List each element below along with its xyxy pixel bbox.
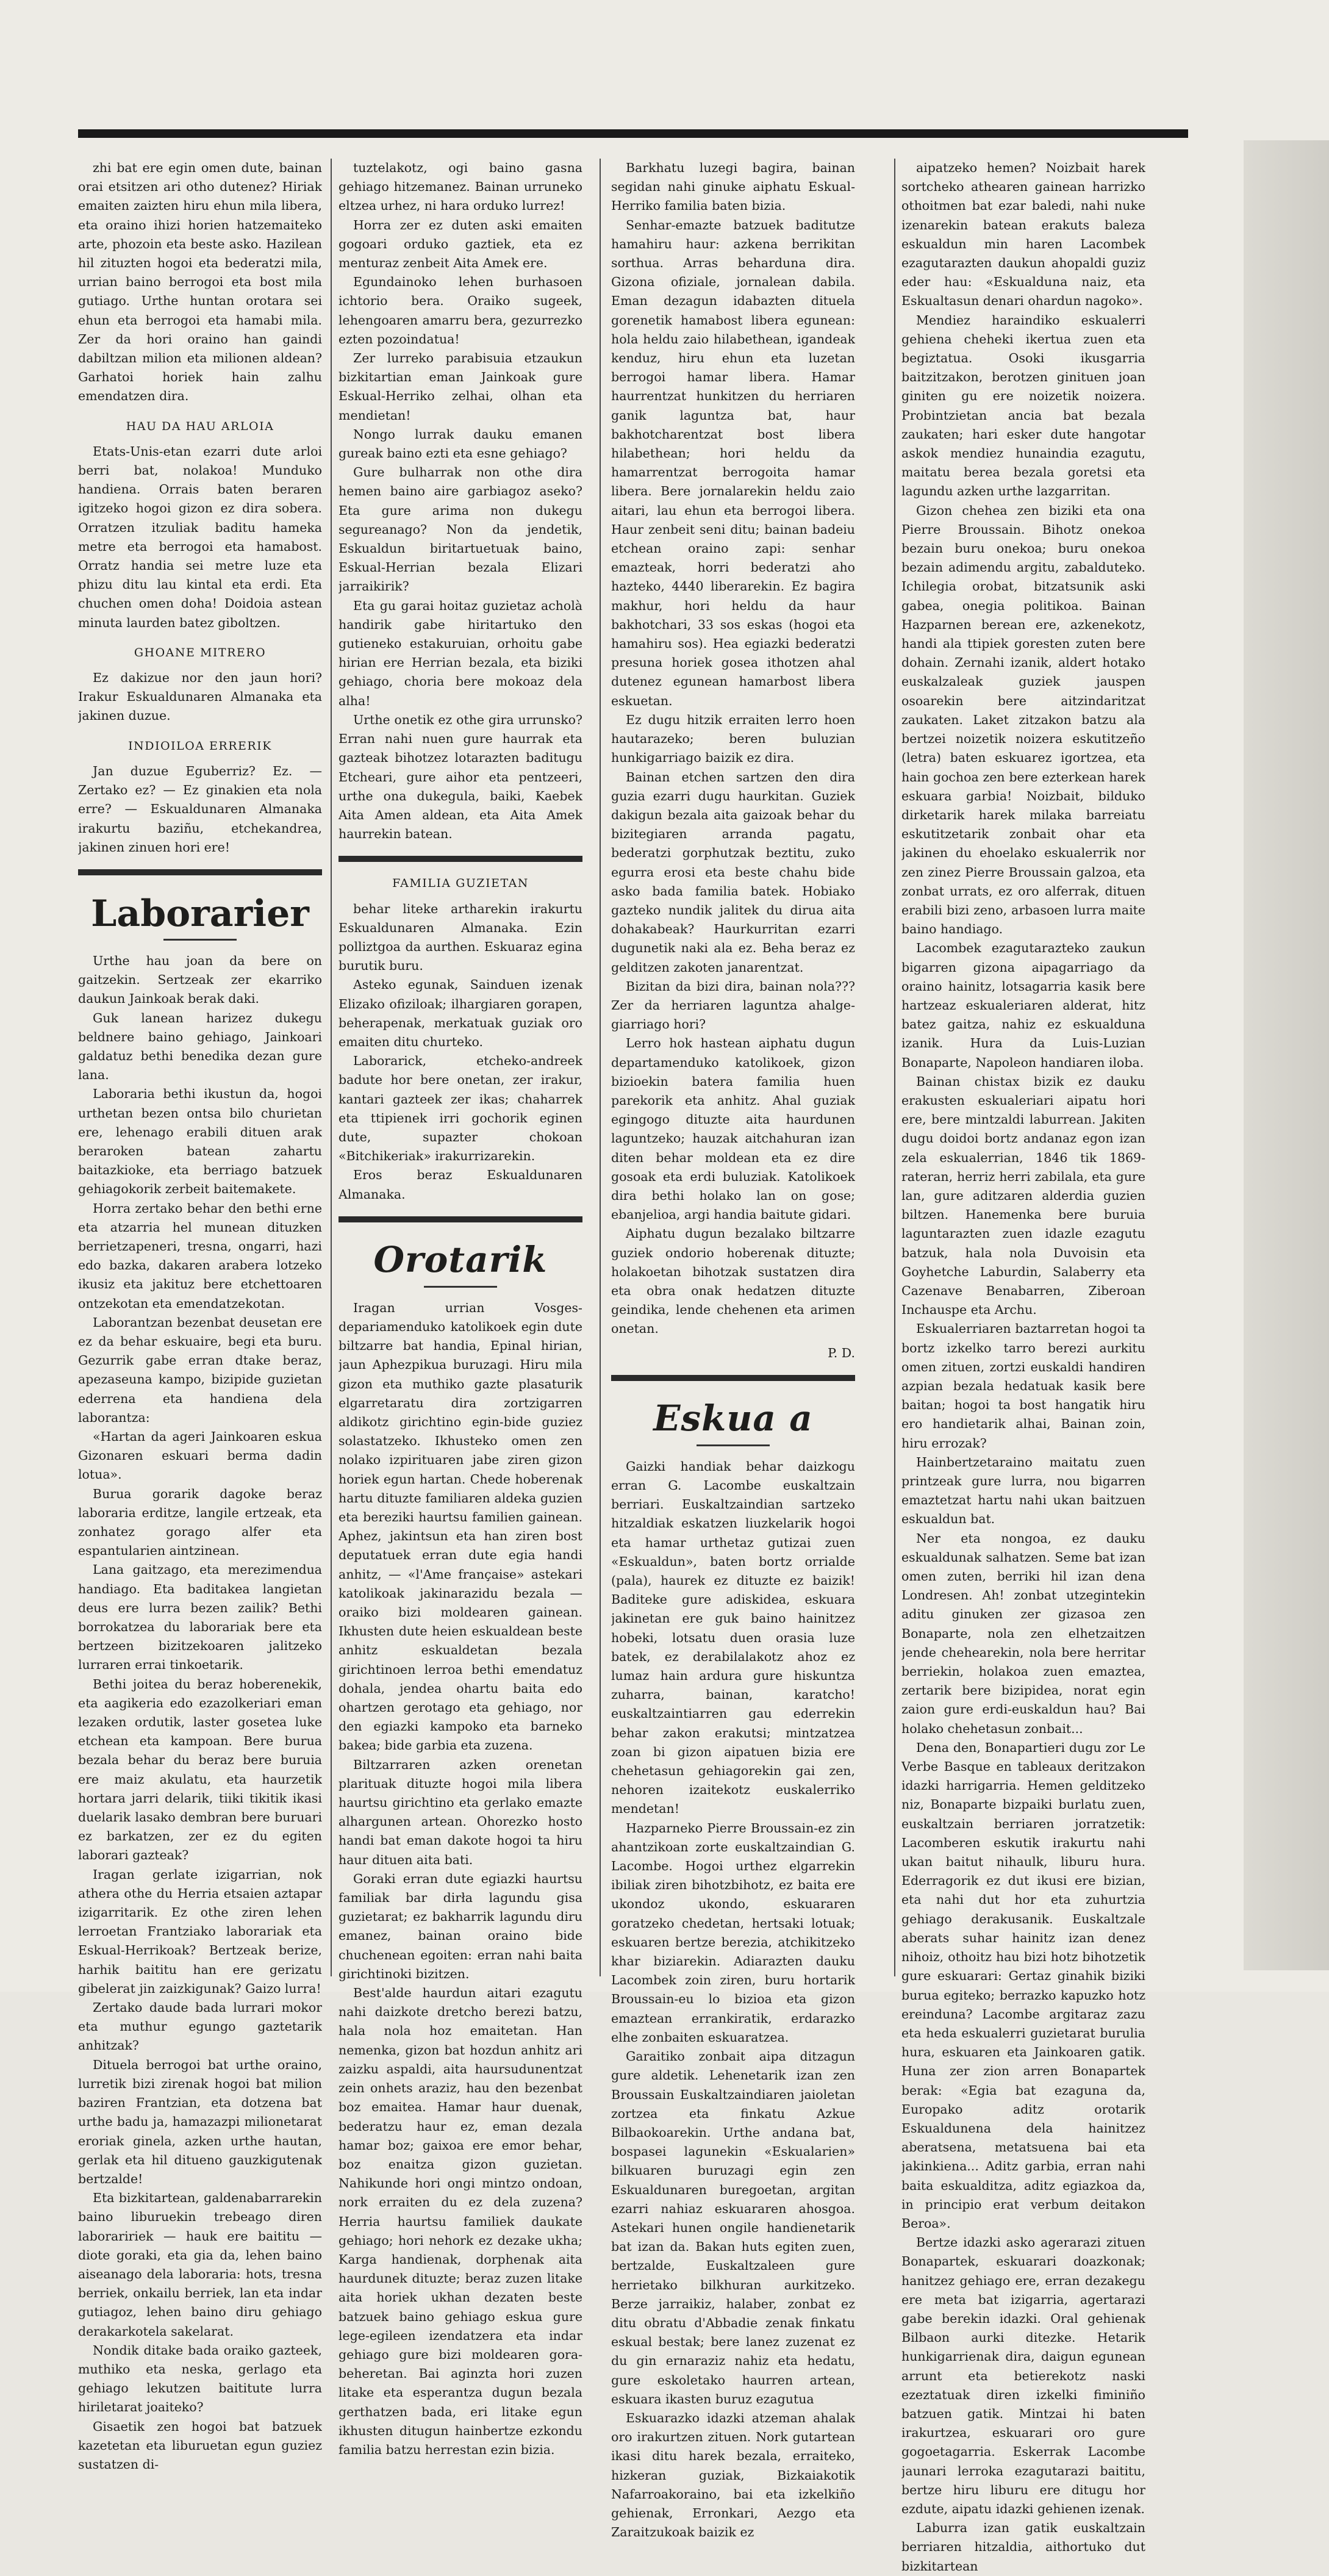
column-2 xyxy=(339,159,582,2459)
paragraph: Bethi joitea du beraz hoberenekik, eta aagikeria edo ezazolkeriari eman lezaken ordutik, laster gosetea luke etchean eta kampoan. Bere burua bezala behar du beraz bere buruia ere maiz akulatu, eta haurzetik hortara jarri delarik, tiiki tikitik ikasi duelarik lasako dembran bere buruari ez barkatzen, zer ez du egiten laborari gazteak? xyxy=(78,1676,322,1863)
column-4 xyxy=(901,159,1145,2576)
paragraph: Hainbertzetaraino maitatu zuen printzeak gure lurra, nou bigarren emaztetzat hartu nahi ukan baitzuen eskualdun bat. xyxy=(901,1454,1145,1527)
paragraph: tuztelakotz, ogi baino gasna gehiago hitzemanez. Bainan urruneko eltzea urhez, ni hara orduko lurrez! xyxy=(339,160,582,213)
article-title: Laborarier xyxy=(91,892,309,935)
paragraph: Garaitiko zonbait aipa ditzagun gure aldetik. Lehenetarik izan zen Broussain Euskaltzaindiaren jaioletan zortzea eta finkatu Azkue Bilbaokoarekin. Urthe andana bat, bospasei lagunekin «Eskualarien» bilkuaren buruzagi egin zen Eskualdunaren buregoetan, argitan ezarri nahiaz eskuararen ahosgoa. Astekari hunen ongile handienetarik bat izan da. Bakan huts egiten zuen, bertzalde, Euskaltzaleen gure herrietako bilkhuran aurkitzeko. Berze jarraikiz, halaber, zonbat ez ditu obratu d'Abbadie zenak finkatu eskual bestak; bere lanez zuzenat ez du gin ernaraziz nahiz eta hedatu, gure eskoletako haurren artean, eskuara ikasten buruz ezagutua xyxy=(611,2049,855,2406)
paragraph: Ner eta nongoa, ez dauku eskualdunak salhatzen. Seme bat izan omen zuten, berriki hil izan dena Londresen. Ah! zonbat utzegintekin aditu ginuken zer gizasoa zen Bonaparte, nola zen elhetzaitzen jende chehearekin, nola bere herritar berriekin, holakoa zuen emaztea, zertarik bere bizipidea, norat egin zaion gure erdi-euskaldun hau? Bai holako chehetasun zonbait... xyxy=(901,1530,1145,1736)
column-rule xyxy=(600,159,601,1976)
paragraph: Eros beraz Eskualdunaren Almanaka. xyxy=(339,1168,582,1202)
paragraph: Bainan chistax bizik ez dauku erakusten eskualeriari aipatu hori ere, bere mintzaldi laburrean. Jakiten dugu doidoi bortz andanaz egon izan zela eskualerrian, 1846 tik 1869-rateran, herriz herri zabilala, eta gure lan, gure aditzaren alderdia guzien biltzen. Hanemenka bere buruia laguntarazten zuen idazle ezagutu batzuk, hala nola Duvoisin eta Goyhetche Laburdin, Salaberry eta Cazenave Benabarren, Ziberoan Inchauspe eta Archu. xyxy=(901,1074,1145,1318)
paragraph: Mendiez haraindiko eskualerri gehiena cheheki ikertua zuen eta begiztatua. Osoki ikusgarria baitzitzakon, berotzen ginituen joan giniten gu ere noizetik noizera. Probintzietan ancia bat bezala zaukaten; hari esker dute hangotar askok mendiez hunaindia ezagutu, maitatu berea bezala goretsi eta lagundu azken urthe lazgarritan. xyxy=(901,312,1145,499)
signature: P. D. xyxy=(828,1345,855,1360)
paragraph: «Hartan da ageri Jainkoaren eskua Gizonaren eskuari berma dadin lotua». xyxy=(78,1429,322,1482)
paragraph: Bertze idazki asko agerarazi zituen Bonapartek, eskuarari doazkonak; hanitzez gehiago ere, erran dezakegu ere meta bat izigarria, agertarazi gabe berekin idazki. Oral gehienak Bilbaon aurki ditezke. Hetarik hunkigarrienak dira, daigun egunean arrunt eta betierekotz naski ezeztatuak diren izkelki fiminiño batzuen gatik. Mintzai hi baten irakurtzea, eskuarari oro gure gogoetagarria. Eskerrak Lacombe jaunari lerroka ezagutarazi baititu, bertze hiru liburu ere ditugu hor ezdute, aipatu idazki gehienen izenak. xyxy=(901,2235,1145,2516)
paragraph: Dituela berrogoi bat urthe oraino, lurretik bizi zirenak hogoi bat milion baziren Frantzian, eta dotzena bat urthe badu ja, hamazazpi milionetarat eroriak ginela, azken urthe hautan, gerlak eta hil ditueno gauzkigutenak bertzalde! xyxy=(78,2057,322,2186)
top-rule xyxy=(78,129,1188,138)
paragraph: behar liteke artharekin irakurtu Eskualdunaren Almanaka. Ezin polliztgoa da aurthen. Eskuaraz egina burutik buru. xyxy=(339,901,582,974)
column-3 xyxy=(611,159,855,2542)
paragraph: Iragan urrian Vosges-depariamenduko katolikoek egin dute biltzarre bat handia, Epinal hirian, jaun Aphezpikua buruzagi. Hiru mila gizon eta muthiko gazte plasaturik elgarretaratu dira zortzigarren aldikotz girichtino egin-bide guziez solastatzeko. Ikhusteko omen zen nolako izpirituaren jabe ziren gizon horiek egun hartan. Chede hoberenak hartu dituzte familiaren aldeka guzien eta bereziki haurtsu familien gainean. Aphez, jakintsun eta han ziren bost deputatuek erran dute egia handi anhitz, — «l'Ame française» astekari katolikoak jakinarazidu bezala — oraiko bizi moldearen gainean. Ikhusten dute heien eskualdean beste anhitz eskualdetan bezala girichtinoen lerroa bethi emendatuz dohala, jendea ohartu baita edo ohartzen gerotago eta gehiago, nor den egiazki kampoko eta barneko bakea; bide garbia eta zuzena. xyxy=(339,1300,582,1753)
paragraph: Goraki erran dute egiazki haurtsu familiak bar dirła lagundu gisa guzietarat; ez bakharrik lagundu diru emanez, bainan oraino bide chuchenean egoiten: erran nahi baita girichtinoki bizitzen. xyxy=(339,1871,582,1981)
paragraph: Nondik ditake bada oraiko gazteek, muthiko eta neska, gerlago eta gehiago lekutzen baititute lurra hiriletarat joaiteko? xyxy=(78,2342,322,2415)
paragraph: Barkhatu luzegi bagira, bainan segidan nahi ginuke aiphatu Eskual-Herriko familia baten bizia. xyxy=(611,160,855,213)
paragraph: Bainan etchen sartzen den dira guzia ezarri dugu haurkitan. Guziek dakigun bezala aita gaizoak behar du bizitegiaren arranda pagatu, bederatzi gorphutzak beztitu, zuko egurra erosi eta beste chahu bide asko bada familia batek. Hobiako gazteko nundik jalitek du dirua aita dohakabeak? Haurkurritan ezarri dugunetik naki ala ez. Beha beraz ez gelditzen zakoten janarentzat. xyxy=(611,769,855,975)
paragraph: Laborarick, etcheko-andreek badute hor bere onetan, zer irakur, kantari gazteek zer ikas; chaharrek eta ttipienek irri gochorik eginen dute, supazter chokoan «Bitchikeriak» irakurrizarekin. xyxy=(339,1053,582,1164)
paragraph: Eta bizkitartean, galdenabarrarekin baino liburuekin trebeago diren laboraririek — hauk ere baititu — diote goraki, eta gia da, lehen baino aiseanago dela laboraria: hots, tresna berriek, onkailu berriek, lan eta indar gutiagoz, lehen baino diru gehiago derakarkotela sakelarat. xyxy=(78,2190,322,2339)
paragraph: Horra zertako behar den bethi erne eta atzarria hel munean dituzken berrietzapeneri, tresna, ongarri, hazi edo bazka, dakaren arabera lotzeko ikusiz eta jakituz bere etchettoaren ontzekotan eta emendatzekotan. xyxy=(78,1200,322,1311)
section-heading: FAMILIA GUZIETAN xyxy=(392,877,529,891)
paragraph: Gizon chehea zen biziki eta ona Pierre Broussain. Bihotz onekoa bezain buru onekoa; buru onekoa bezain adimendu argitu, zabalduteko. Ichilegia orobat, bitzatsunik aski gabea, onegia politikoa. Bainan Hazparnen berean ere, azkenekotz, handi ala ttipiek goresten zuten bere dohain. Zernahi izanik, aldert hotako euskalzaleak guziek jauspen osoarekin bere aitzindaritzat zaukaten. Laket zitzakon batzu ala bertzei noizetik noizera eskutitzeño (letra) baten eskuarez igortzea, eta hain gochoa zen bere ezterkean harek eskuara garbia! Noizbait, bilduko dirketarik harek milaka barreiatu eskutitzetarik zonbait ohar eta jakinen du ehoelako eskualerrik nor zen zinez Pierre Broussain galzoa, eta zonbat urrats, ez oro alferrak, dituen erabili bizi zeno, arbasoen lurra maite baino handiago. xyxy=(901,503,1145,937)
paragraph: Gure bulharrak non othe dira hemen baino aire garbiagoz aseko? Eta gure arima non dukegu segureanago? Non da jendetik, Eskualdun biritartuetuak baino, Eskual-Herrian bezala Elizari jarraikirik? xyxy=(339,465,582,594)
paragraph: Eta gu garai hoitaz guzietaz acholà handirik gabe hiritartuko den gutieneko estakuruian, orhoitu gabe hirian ere Herrian bezala, eta biziki gehiago, choria bere mokoaz dela alha! xyxy=(339,598,582,708)
section-divider xyxy=(339,1216,582,1222)
paragraph: Laburra izan gatik euskaltzain berriaren hitzaldia, aithortuko dut bizkitartean xyxy=(901,2520,1145,2574)
paragraph: Bizitan da bizi dira, bainan nola??? Zer da herriaren laguntza ahalge-giarriago hori? xyxy=(611,978,855,1032)
paragraph: Aiphatu dugun bezalako biltzarre guziek ondorio hoberenak dituzte; holakoetan bihotzak sustatzen dira eta obra onak hedatzen dituzte geindika, lende chehenen eta arimen onetan. xyxy=(611,1226,855,1336)
paragraph: Etats-Unis-etan ezarri dute arloi berri bat, nolakoa! Munduko handiena. Orrais baten beraren igitzeko hogoi gizon ez dira sobera. Orratzen itzuliak baditu hameka metre eta berrogoi eta hamabost. Orratz handia sei metre luze eta phizu ditu lau kintal eta erdi. Eta chuchen omen doha! Doidoia astean minuta laurden batez giboltzen. xyxy=(78,443,322,630)
paragraph: aipatzeko hemen? Noizbait harek sortcheko athearen gainean harrizko othoitmen bat ezar baledi, nahi nuke izenarekin batean erakuts baleza eskualdun min haren Lacombek ezagutarazten daukun ahopaldi guziz eder hau: «Eskualduna naiz, eta Eskualtasun denari ohardun nagoko». xyxy=(901,160,1145,309)
paragraph: Lacombek ezagutarazteko zaukun bigarren gizona aipagarriago da oraino hainitz, lotsagarria kasik bere hartzeaz eskualeriaren alderat, hitz batez gaitza, nahiz ez eskualduna izanik. Hura da Luis-Luzian Bonaparte, Napoleon handiaren iloba. xyxy=(901,941,1145,1070)
paragraph: Eskualerriaren baztarretan hogoi ta bortz izkelko tarro berezi aurkitu omen zituen, zortzi euskaldi handiren azpian bezala hedatuak kasik bere baitan; hogoi ta bost hangatik hiru ero handietarik alhai, Bainan zoin, hiru errozak? xyxy=(901,1321,1145,1451)
column-1 xyxy=(78,159,322,2474)
paragraph: Lerro hok hastean aiphatu dugun departamenduko katolikoek, gizon bizioekin batera familia huen parekorik eta anhitz. Ahal guziak egingogo dituzte aita haurdunen laguntzeko; hauzak aitchahuran izan diten behar moldean eta ez dire gosoak eta erdi buluziak. Katolikoek dira bethi holako lan on gose; ebanjelioa, argi handia baitute gidari. xyxy=(611,1036,855,1222)
paragraph: Gaizki handiak behar daizkogu erran G. Lacombe euskaltzain berriari. Euskaltzaindian sartzeko hitzaldiak eskatzen liuzkelarik hogoi eta hamar urthetaz gutizai zuen «Eskualdun», baten bortz orrialde (pala), haurek ez dituzte ez baizik! Baditeke gure adiskidea, eskuara jakinetan ere guk baino hainitzez hobeki, lotsatu duen orasia luze batek, ez derabilalakotz ahoz ez lumaz hain ardura gure hiskuntza zuharra, bainan, karatcho! euskaltzaintiarren gau ederrekin behar zakon erakutsi; mintzatzea zoan bi gizon aipatuen bizia ere chehetasun gehiagorekin gai zen, nehoren izaitekotz euskalerriko mendetan! xyxy=(611,1458,855,1817)
column-rule xyxy=(894,159,895,1976)
paragraph: Hazparneko Pierre Broussain-ez zin ahantzikoan zorte euskaltzaindian G. Lacombe. Hogoi urthez elgarrekin ibiliak ziren bihotzbihotz, ez baita ere ukondoz ukondo, eskuararen goratzeko chedetan, hertsaki lotuak; eskuaren bertze berezia, atchikitzeko khar biziarekin. Adiarazten dauku Lacombek zoin ziren, buru hortarik Broussain-eu lo bizioa eta gizon emaztean errankiratik, erdarazko elhe zonbaiten eskuaratzea. xyxy=(611,1820,855,2045)
paragraph: Ez dugu hitzik erraiten lerro hoen hautarazeko; beren buluzian hunkigarriago baizik ez dira. xyxy=(611,712,855,766)
paragraph: Jan duzue Eguberriz? Ez. — Zertako ez? — Ez ginakien eta nola erre? — Eskualdunaren Almanaka irakurtu baziñu, etchekandrea, jakinen zinuen hori ere! xyxy=(78,763,322,855)
title-ornament xyxy=(697,1444,770,1446)
title-ornament xyxy=(163,939,237,941)
paragraph: Urthe onetik ez othe gira urrunsko? Erran nahi nuen gure haurrak eta gazteak bihotzez lotarazten baditugu Etcheari, gure aihor eta pentzeeri, urthe ona dukegula, baiki, Kaebek Aita Amen aldean, eta Aita Amek haurrekin batean. xyxy=(339,712,582,842)
paragraph: Urthe hau joan da bere on gaitzekin. Sertzeak zer ekarriko daukun Jainkoak berak daki. xyxy=(78,953,322,1006)
article-title: Orotarik xyxy=(373,1238,548,1280)
paragraph: Horra zer ez duten aski emaiten gogoari orduko gaztiek, eta ez menturaz zenbeit Aita Amek ere. xyxy=(339,217,582,271)
paragraph: Zer lurreko parabisuia etzaukun bizkitartian eman Jainkoak gure Eskual-Herriko zelhai, olhan eta mendietan! xyxy=(339,351,582,423)
paragraph: Laborantzan bezenbat deusetan ere ez da behar eskuaire, begi eta buru. Gezurrik gabe erran dtake beraz, apezaseuna kampo, bizipide guzietan ederrena eta handiena dela laborantza: xyxy=(78,1315,322,1425)
paragraph: Eskuarazko idazki atzeman ahalak oro irakurtzen zituen. Nork gutartean ikasi ditu harek bezala, erraiteko, hizkeran guziak, Bizkaiakotik Nafarroakoraino, bai eta izkelkiño gehienak, Erronkari, Aezgo eta Zaraitzukoak baizik ez xyxy=(611,2410,855,2540)
section-heading: HAU DA HAU ARLOIA xyxy=(126,419,274,433)
column-rule xyxy=(331,159,332,1976)
paragraph: Biltzarraren azken orenetan plarituak dituzte hogoi mila libera haurtsu girichtino eta gerlako emazte alhargunen artean. Ohorezko hosto handi bat eman dakote hogoi ta hiru haur dituen aita bati. xyxy=(339,1757,582,1867)
section-heading: INDIOILOA ERRERIK xyxy=(128,739,272,753)
adjacent-page-edge xyxy=(1244,140,1329,1970)
paragraph: Best'alde haurdun aitari ezagutu nahi daizkote dretcho berezi batzu, hala nola hoz emaitetan. Han nemenka, gizon bat hozdun anhitz ari zaizku aspaldi, aita haursudunentzat zein onhets araziz, hau den bezenbat boz emaitea. Hamar haur duenak, bederatzu haur ez, eman dezala hamar boz; gaixoa ere emor behar, boz enaitza gizon guzietan. Nahikunde hori ongi mintzo ondoan, nork erraiten du ez dela zuzena? Herria haurtsu familiek daukate gehiago; hori nehork ez dezake ukha; Karga handienak, dorphenak aita haurdunek dituzte; beraz zuzen litake aita horiek ukhan dezaten beste batzuek baino gehiago eskua gure lege-egileen izendatzera eta indar gehiago gure bizi moldearen gora-beheretan. Bai aginzta hori zuzen litake eta esperantza dugun bezala gerthatzen bada, eri litake egun ikhusten ditugun hainbertze ezkondu familia batzu herrestan ezin bizia. xyxy=(339,1986,582,2457)
section-heading: GHOANE MITRERO xyxy=(134,645,267,659)
title-ornament xyxy=(424,1286,497,1288)
paragraph: Lana gaitzago, eta merezimendua handiago. Eta baditakea langietan deus ere lurra bezen zailik? Bethi borrokatzea du laborariak bere eta bertzeen bizitzekoaren jalitzeko lurraren errai tinkoetarik. xyxy=(78,1562,322,1673)
paragraph: Senhar-emazte batzuek baditutze hamahiru haur: azkena berrikitan sorthua. Arras beharduna dira. Gizona ofiziale, jornalean dabila. Eman dezagun idabazten dituela gorenetik hamabost libera egunean: hola heldu zaio hilabethean, igandeak kenduz, hiru ehun eta luzetan berrogoi hamar libera. Hamar haurrentzat hunkitzen du herriaren ganik laguntza bat, haur bakhotcharentzat bost libera hilabethean; hori heldu da hamarrentzat berrogoita hamar libera. Bere jornalarekin heldu zaio aitari, lau ehun eta berrogoi libera. Haur zenbeit seni ditu; bainan badeiu etchean oraino zapi: senhar emazteak, horri bederatzi aho hazteko, 4440 liberarekin. Ez bagira makhur, hori heldu da haur bakhotchari, 33 sos eskas (hogoi eta hamahiru sos). Hea egiazki bederatzi presuna horiek gosea ithotzen ahal dutenez egunean hamarbost libera eskuetan. xyxy=(611,217,855,708)
paragraph: Ez dakizue nor den jaun hori? Irakur Eskualdunaren Almanaka eta jakinen duzue. xyxy=(78,670,322,723)
paragraph: Nongo lurrak dauku emanen gureak baino ezti eta esne gehiago? xyxy=(339,426,582,461)
paragraph: zhi bat ere egin omen dute, bainan orai etsitzen ari otho dutenez? Hiriak emaiten zaizten hiru ehun mila libera, eta oraino ihizi horien hatzemaiteko arte, phozoin eta beste asko. Hazilean hil zituzten hogoi eta bederatzi mila, urrian baino berrogoi eta bost mila gutiago. Urthe huntan orotara sei ehun eta berrogoi eta hamabi mila. Zer da hori oraino han gaindi dabiltzan milion eta milionen aldean? Garhatoi horiek hain zalhu emendatzen dira. xyxy=(78,160,322,404)
paragraph: Egundainoko lehen burhasoen ichtorio bera. Oraiko sugeek, lehengoaren amarru bera, gezurrezko ezten pozoindatua! xyxy=(339,274,582,346)
section-divider xyxy=(611,1375,855,1381)
paragraph: Guk lanean harizez dukegu beldnere baino gehiago, Jainkoari galdatuz bethi benedika dezan gure lana. xyxy=(78,1010,322,1083)
paragraph: Asteko egunak, Sainduen izenak Elizako ofiziloak; ilhargiaren gorapen, beherapenak, merkatuak guziak oro emaiten ditu churteko. xyxy=(339,977,582,1049)
article-title: Eskua a xyxy=(653,1397,813,1439)
section-divider xyxy=(339,856,582,862)
paragraph: Dena den, Bonapartieri dugu zor Le Verbe Basque en tableaux deritzakon idazki harrigarria. Hemen gelditzeko niz, Bonaparte bizpaiki burlatu zuen, euskaltzain berriaren jorratzetik: Lacomberen eskutik irakurtu nahi ukan baitut nihaulk, liburu hura. Ederragorik ez dut ikusi ere bizian, eta nahi dut hor eta zuhurtzia gehiago derakusanik. Euskaltzale aberats suhar hainitz izan denez nihoiz, othoitz hau bizi hotz bihotzetik gure eskuarari: Gertaz ginahik biziki burua egiteko; berrazko kapuzko hotz ereinduna? Lacombe argitaraz zazu eta heda eskualerri guzietarat burulia hura, eskuaren eta Jainkoaren gatik. Huna zer zion arren Bonapartek berak: «Egia bat ezaguna da, Europako aditz orotarik Eskualdunena dela hainitzez aberatsena, metatsuena bai eta jakinkiena... Aditz garbia, erran nahi baita eskualditza, aditz egiazkoa da, in principio erat verbum deitakon Beroa». xyxy=(901,1740,1145,2231)
paragraph: Zertako daude bada lurrari mokor eta muthur egungo gaztetarik anhitzak? xyxy=(78,2000,322,2053)
paragraph: Iragan gerlate izigarrian, nok athera othe du Herria etsaien aztapar izigarritarik. Ez othe ziren lehen lerroetan Frantziako laborariak eta Eskual-Herrikoak? Bertzeak berize, harhik baititu han ere gerizatu gibelerat jin zaizkigunak? Gaizo lurra! xyxy=(78,1867,322,1996)
paragraph: Burua gorarik dagoke beraz laboraria erditze, langile ertzeak, eta zonhatez gorago alfer eta espantularien aintzinean. xyxy=(78,1486,322,1559)
section-divider xyxy=(78,869,322,875)
paragraph: Gisaetik zen hogoi bat batzuek kazetetan eta liburuetan egun guziez sustatzen di- xyxy=(78,2419,322,2472)
paragraph: Laboraria bethi ikustun da, hogoi urthetan bezen ontsa bilo churietan ere, lehenago erabili dituen arak beraroken batean zahartu baitazkioke, eta berriago batzuek gehiagokorik zerbeit baitemakete. xyxy=(78,1086,322,1197)
